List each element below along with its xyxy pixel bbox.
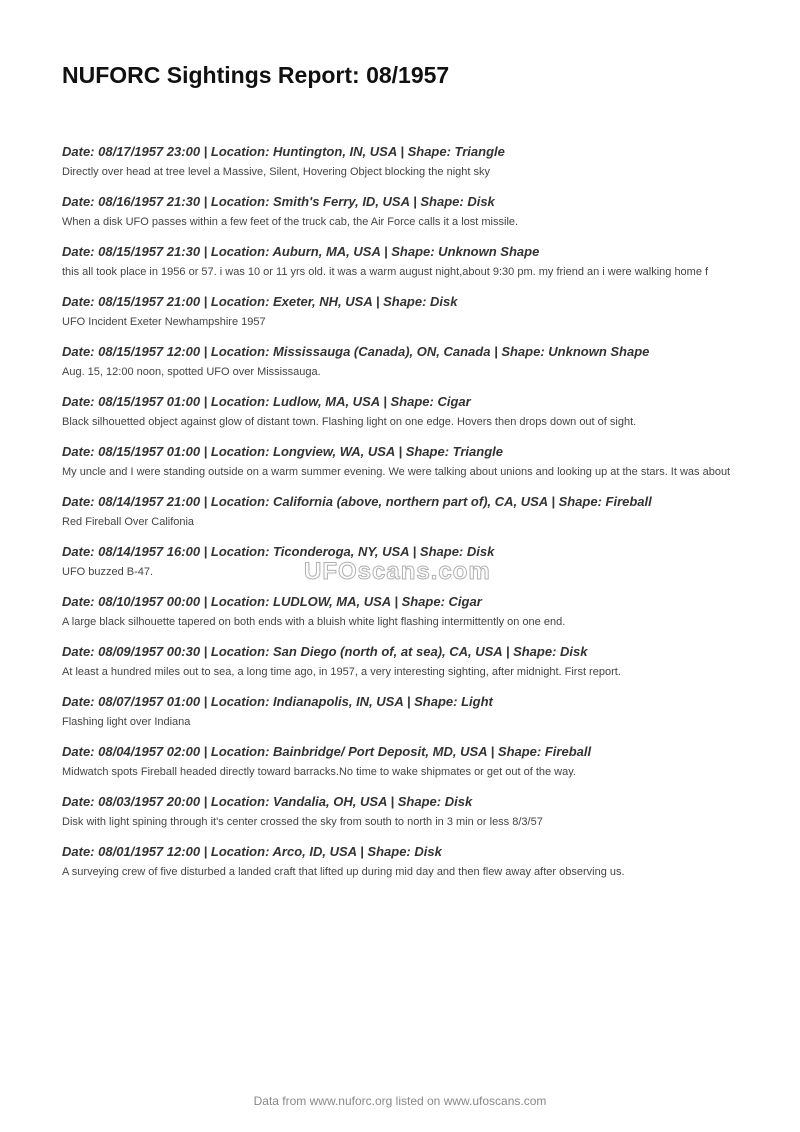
sighting-entry [62, 394, 742, 430]
sighting-description: Black silhouetted object against glow of distant town. Flashing light on one edge. Hovers then drops down out of sight. [62, 416, 637, 428]
sighting-header: Date: 08/15/1957 01:00 | Location: Ludlow, MA, USA | Shape: Cigar [62, 394, 471, 409]
sighting-description: Directly over head at tree level a Massive, Silent, Hovering Object blocking the night sky [62, 166, 490, 178]
sighting-description: UFO buzzed B-47. [62, 566, 154, 578]
sighting-entry [62, 844, 742, 880]
sighting-description: Aug. 15, 12:00 noon, spotted UFO over Mississauga. [62, 366, 321, 378]
sighting-description: At least a hundred miles out to sea, a long time ago, in 1957, a very interesting sighting, after midnight. First report. [62, 666, 621, 678]
sighting-entry [62, 494, 742, 530]
sighting-description: Disk with light spining through it's center crossed the sky from south to north in 3 min or less 8/3/57 [62, 816, 543, 828]
sighting-header: Date: 08/14/1957 21:00 | Location: California (above, northern part of), CA, USA | Shape: Fireball [62, 494, 652, 509]
sighting-header: Date: 08/17/1957 23:00 | Location: Huntington, IN, USA | Shape: Triangle [62, 144, 505, 159]
sighting-header: Date: 08/15/1957 01:00 | Location: Longview, WA, USA | Shape: Triangle [62, 444, 503, 459]
sighting-entry [62, 144, 742, 180]
sighting-header: Date: 08/14/1957 16:00 | Location: Ticonderoga, NY, USA | Shape: Disk [62, 544, 495, 559]
sighting-description: Flashing light over Indiana [62, 716, 191, 728]
sightings-list [62, 144, 742, 894]
sighting-header: Date: 08/04/1957 02:00 | Location: Bainbridge/ Port Deposit, MD, USA | Shape: Fireball [62, 744, 592, 759]
sighting-header: Date: 08/10/1957 00:00 | Location: LUDLOW, MA, USA | Shape: Cigar [62, 594, 482, 609]
sighting-entry [62, 244, 742, 280]
sighting-entry [62, 194, 742, 230]
sighting-entry [62, 694, 742, 730]
sighting-entry [62, 294, 742, 330]
sighting-description: When a disk UFO passes within a few feet of the truck cab, the Air Force calls it a lost missile. [62, 216, 519, 228]
sighting-entry [62, 594, 742, 630]
sighting-entry [62, 344, 742, 380]
sighting-description: this all took place in 1956 or 57. i was 10 or 11 yrs old. it was a warm august night,about 9:30 pm. my friend an i were walking home f [62, 266, 709, 278]
sighting-header: Date: 08/01/1957 12:00 | Location: Arco, ID, USA | Shape: Disk [62, 844, 442, 859]
sighting-description: A large black silhouette tapered on both ends with a bluish white light flashing intermittently on one end. [62, 616, 566, 628]
watermark: UFOscans.com [304, 558, 491, 585]
sighting-description: UFO Incident Exeter Newhampshire 1957 [62, 316, 266, 328]
sighting-description: A surveying crew of five disturbed a landed craft that lifted up during mid day and then flew away after observing us. [62, 866, 625, 878]
sighting-header: Date: 08/09/1957 00:30 | Location: San Diego (north of, at sea), CA, USA | Shape: Disk [62, 644, 588, 659]
sighting-header: Date: 08/15/1957 21:00 | Location: Exeter, NH, USA | Shape: Disk [62, 294, 458, 309]
page-title: NUFORC Sightings Report: 08/1957 [62, 62, 450, 88]
sighting-entry [62, 444, 742, 480]
sighting-description: My uncle and I were standing outside on a warm summer evening. We were talking about unions and looking up at the stars. It was about [62, 466, 731, 478]
sighting-description: Midwatch spots Fireball headed directly toward barracks.No time to wake shipmates or get out of the way. [62, 766, 576, 778]
sighting-entry [62, 794, 742, 830]
sighting-entry [62, 744, 742, 780]
sighting-entry [62, 644, 742, 680]
sighting-description: Red Fireball Over Califonia [62, 516, 195, 528]
sighting-header: Date: 08/16/1957 21:30 | Location: Smith's Ferry, ID, USA | Shape: Disk [62, 194, 495, 209]
sighting-header: Date: 08/15/1957 12:00 | Location: Mississauga (Canada), ON, Canada | Shape: Unknown Shape [62, 344, 650, 359]
sighting-header: Date: 08/15/1957 21:30 | Location: Auburn, MA, USA | Shape: Unknown Shape [62, 244, 540, 259]
footer: Data from www.nuforc.org listed on www.ufoscans.com [253, 1094, 547, 1108]
sighting-header: Date: 08/03/1957 20:00 | Location: Vandalia, OH, USA | Shape: Disk [62, 794, 473, 809]
sighting-header: Date: 08/07/1957 01:00 | Location: Indianapolis, IN, USA | Shape: Light [62, 694, 493, 709]
